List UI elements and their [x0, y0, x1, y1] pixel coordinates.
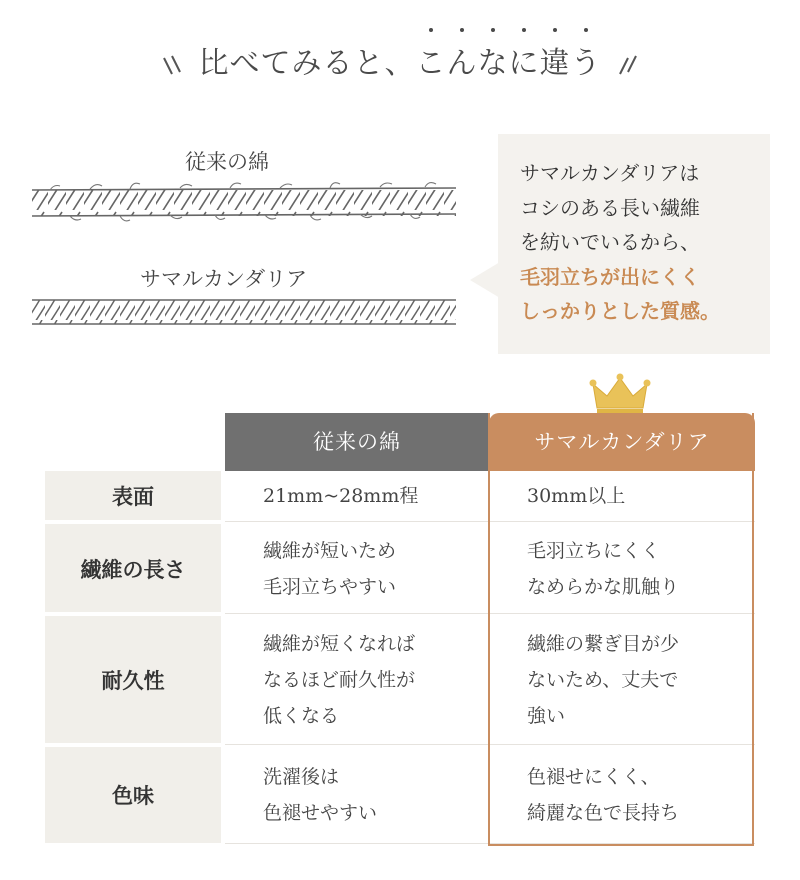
cell-line: 洗濯後は: [263, 766, 340, 788]
cell-samal: [489, 471, 755, 521]
cell-line: 強い: [527, 705, 566, 727]
cell-line: 低くなる: [263, 705, 340, 727]
samal-fiber-label: サマルカンダリア: [140, 267, 308, 291]
title-emph-char: に: [509, 38, 540, 82]
row-label-durability: 耐久性: [45, 616, 221, 744]
table-row: [45, 471, 755, 521]
row-separator: [225, 843, 755, 844]
cotton-rope-illustration: [30, 180, 460, 226]
cell-samal: [489, 747, 755, 843]
slash-decor-right-icon: [612, 50, 642, 80]
row-separator: [225, 744, 755, 745]
cell-line: ないため、丈夫で: [527, 669, 679, 691]
row-label-color: 色味: [45, 747, 221, 843]
cell-line: 繊維が短くなれば: [263, 633, 416, 655]
cell-line: 30mm以上: [527, 485, 626, 507]
cell-line: 綺麗な色で長持ち: [527, 802, 680, 824]
cell-line: 色褪せやすい: [263, 802, 378, 824]
row-separator: [225, 521, 755, 522]
cell-samal: [489, 616, 755, 744]
samal-rope-illustration: [30, 296, 460, 328]
cell-line: 21mm~28mm程: [263, 485, 419, 507]
cell-samal: [489, 524, 755, 613]
cell-cotton: [225, 616, 489, 744]
title-emph-char: な: [478, 38, 509, 82]
title-emph-char: ん: [447, 38, 478, 82]
bubble-line: サマルカンダリアは: [520, 161, 700, 185]
cell-cotton: [225, 471, 489, 521]
cell-line: 毛羽立ちにくく: [527, 539, 661, 562]
row-separator: [225, 613, 755, 614]
row-label-fiber-length: 繊維の長さ: [45, 524, 221, 613]
table-row: [45, 524, 755, 613]
title-emph-char: う: [571, 38, 602, 82]
cell-line: 繊維の繋ぎ目が少: [527, 633, 680, 655]
cell-line: なるほど耐久性が: [263, 669, 416, 691]
bubble-accent-line: 毛羽立ちが出にくく: [520, 264, 700, 289]
cell-line: 繊維が短いため: [263, 539, 397, 562]
bubble-line: を紡いでいるから、: [520, 230, 700, 254]
slash-decor-left-icon: [158, 50, 188, 80]
cotton-fiber-label: 従来の綿: [185, 150, 269, 174]
page-title: [0, 38, 800, 82]
header-samal: サマルカンダリア: [489, 413, 755, 471]
cell-line: なめらかな肌触り: [527, 575, 680, 598]
crown-icon: [589, 372, 651, 418]
cell-line: 色褪せにくく、: [527, 766, 660, 788]
bubble-line: コシのある長い繊維: [520, 195, 700, 220]
bubble-accent-line: しっかりとした質感。: [520, 299, 720, 323]
title-prefix: 比べてみると、: [198, 46, 416, 81]
row-label-surface: 表面: [45, 471, 221, 521]
cell-line: 毛羽立ちやすい: [263, 575, 397, 598]
cell-cotton: [225, 524, 489, 613]
explanation-bubble: [498, 134, 770, 354]
title-emph-char: 違: [540, 38, 571, 82]
table-row: [45, 616, 755, 744]
cell-cotton: [225, 747, 489, 843]
header-cotton: 従来の綿: [225, 413, 489, 471]
bubble-tail: [470, 262, 500, 298]
table-row: [45, 747, 755, 843]
title-emph-char: こ: [416, 38, 447, 82]
